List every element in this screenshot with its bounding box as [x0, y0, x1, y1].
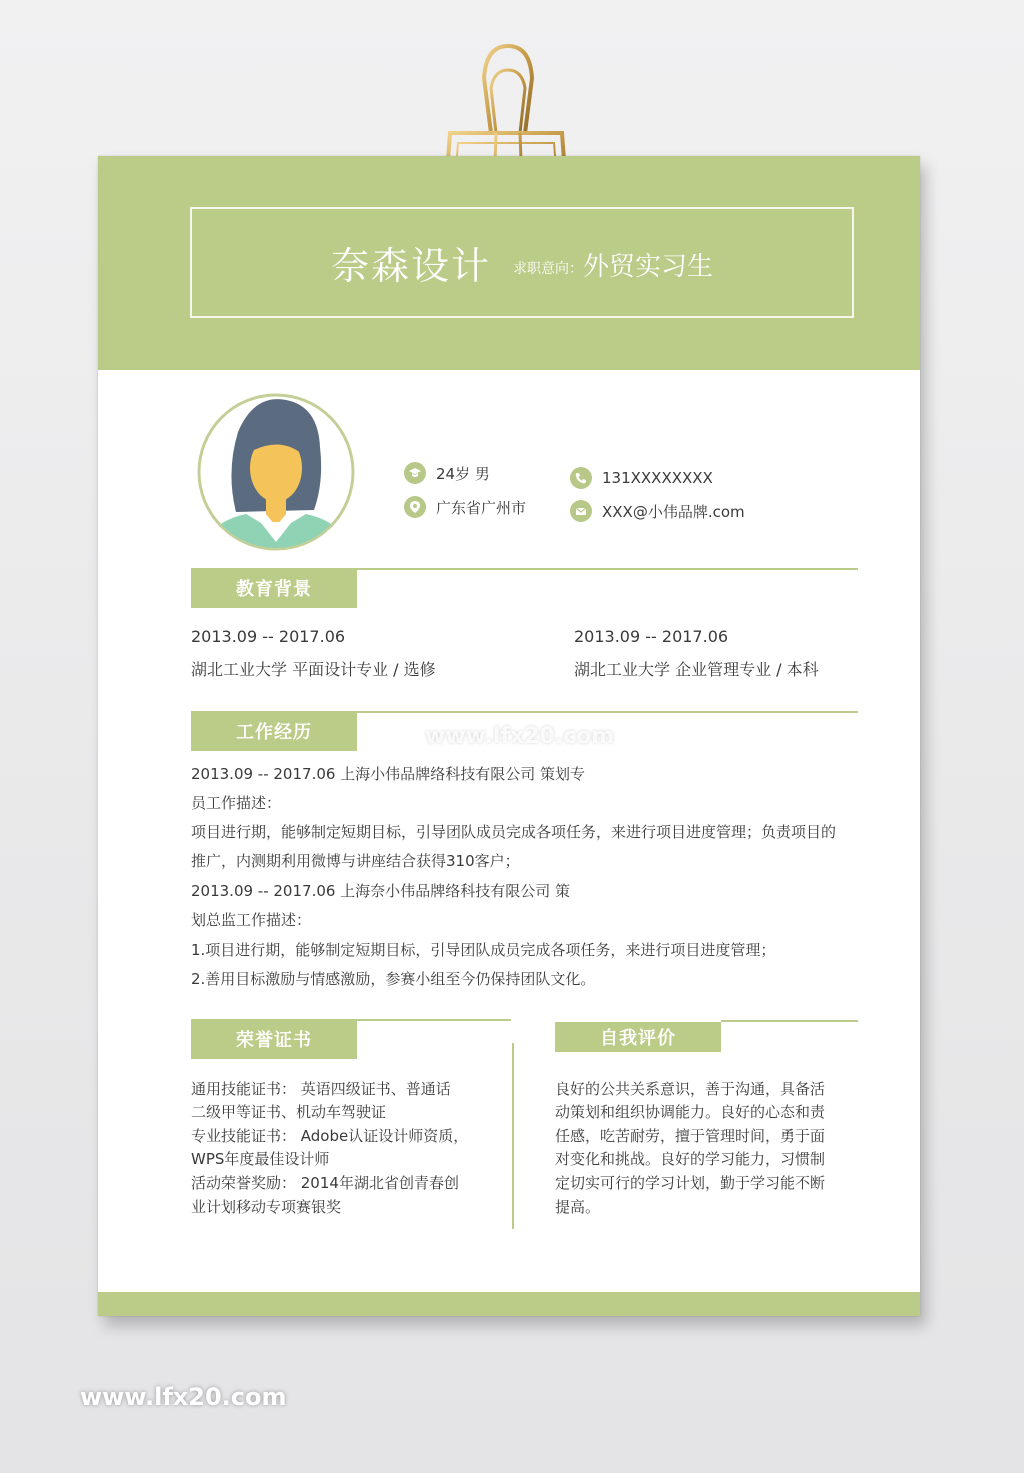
honors-title: 荣誉证书	[191, 1019, 357, 1059]
honors-line: 通用技能证书： 英语四级证书、普通话	[191, 1080, 451, 1098]
watermark-bottom: www.lfx20.com	[80, 1383, 287, 1411]
self-eval-heading	[555, 1020, 858, 1060]
honors-line: 活动荣誉奖励： 2014年湖北省创青春创	[191, 1174, 459, 1192]
honors-divider	[357, 1019, 511, 1021]
email-icon	[570, 500, 592, 522]
age-gender-text: 24岁 男	[436, 464, 490, 483]
resume-header	[98, 156, 920, 370]
location-pin-icon	[404, 496, 426, 518]
graduation-cap-icon	[404, 462, 426, 484]
work-line: 2013.09 -- 2017.06 上海奈小伟品牌络科技有限公司 策	[191, 882, 570, 900]
self-eval-line: 动策划和组织协调能力。良好的心态和责	[555, 1103, 826, 1121]
watermark-center: www.lfx20.com	[425, 724, 615, 749]
job-intent-label: 求职意向：	[513, 260, 583, 277]
self-eval-title: 自我评价	[555, 1022, 721, 1052]
self-eval-line: 提高。	[555, 1198, 601, 1216]
candidate-name: 奈森设计	[330, 244, 491, 288]
self-eval-line: 对变化和挑战。良好的学习能力，习惯制	[555, 1150, 826, 1168]
education-divider	[357, 568, 858, 570]
job-intent: 外贸实习生	[583, 252, 714, 282]
location-text: 广东省广州市	[436, 498, 527, 517]
work-line: 2013.09 -- 2017.06 上海小伟品牌络科技有限公司 策划专	[191, 765, 585, 783]
education-detail-1: 湖北工业大学 平面设计专业 / 选修	[191, 660, 436, 679]
education-date-1: 2013.09 -- 2017.06	[191, 627, 346, 646]
self-eval-line: 良好的公共关系意识，善于沟通，具备活	[555, 1080, 826, 1098]
work-title: 工作经历	[191, 711, 357, 751]
work-divider	[357, 711, 858, 713]
info-email	[570, 500, 745, 522]
resume-footer-bar	[98, 1292, 920, 1316]
work-line: 划总监工作描述：	[191, 911, 312, 929]
education-title: 教育背景	[191, 568, 357, 608]
avatar	[196, 392, 356, 552]
honors-line: 业计划移动专项赛银奖	[191, 1198, 342, 1216]
work-line: 2.善用目标激励与情感激励，参赛小组至今仍保持团队文化。	[191, 970, 596, 988]
column-divider	[512, 1043, 514, 1229]
self-eval-line: 定切实可行的学习计划，勤于学习能不断	[555, 1174, 826, 1192]
honors-line: WPS年度最佳设计师	[191, 1150, 330, 1168]
self-eval-divider	[721, 1020, 858, 1022]
honors-heading	[191, 1019, 511, 1059]
info-phone	[570, 467, 713, 489]
phone-text: 131XXXXXXXX	[602, 469, 713, 487]
education-heading	[191, 568, 858, 608]
work-line: 项目进行期，能够制定短期目标，引导团队成员完成各项任务，来进行项目进度管理；负责项目的	[191, 823, 837, 841]
honors-line: 二级甲等证书、机动车驾驶证	[191, 1103, 387, 1121]
education-detail-2: 湖北工业大学 企业管理专业 / 本科	[574, 660, 819, 679]
honors-line: 专业技能证书： Adobe认证设计师资质，	[191, 1127, 469, 1145]
info-location	[404, 496, 526, 518]
email-text: XXX@小伟品牌.com	[602, 502, 745, 521]
info-age-gender	[404, 462, 490, 484]
self-eval-line: 任感，吃苦耐劳，擅于管理时间，勇于面	[555, 1127, 826, 1145]
work-line: 员工作描述：	[191, 794, 282, 812]
phone-icon	[570, 467, 592, 489]
header-frame	[190, 207, 854, 318]
education-date-2: 2013.09 -- 2017.06	[574, 627, 729, 646]
work-line: 1.项目进行期，能够制定短期目标，引导团队成员完成各项任务，来进行项目进度管理；	[191, 941, 776, 959]
work-line: 推广，内测期利用微博与讲座结合获得310客户；	[191, 852, 520, 870]
